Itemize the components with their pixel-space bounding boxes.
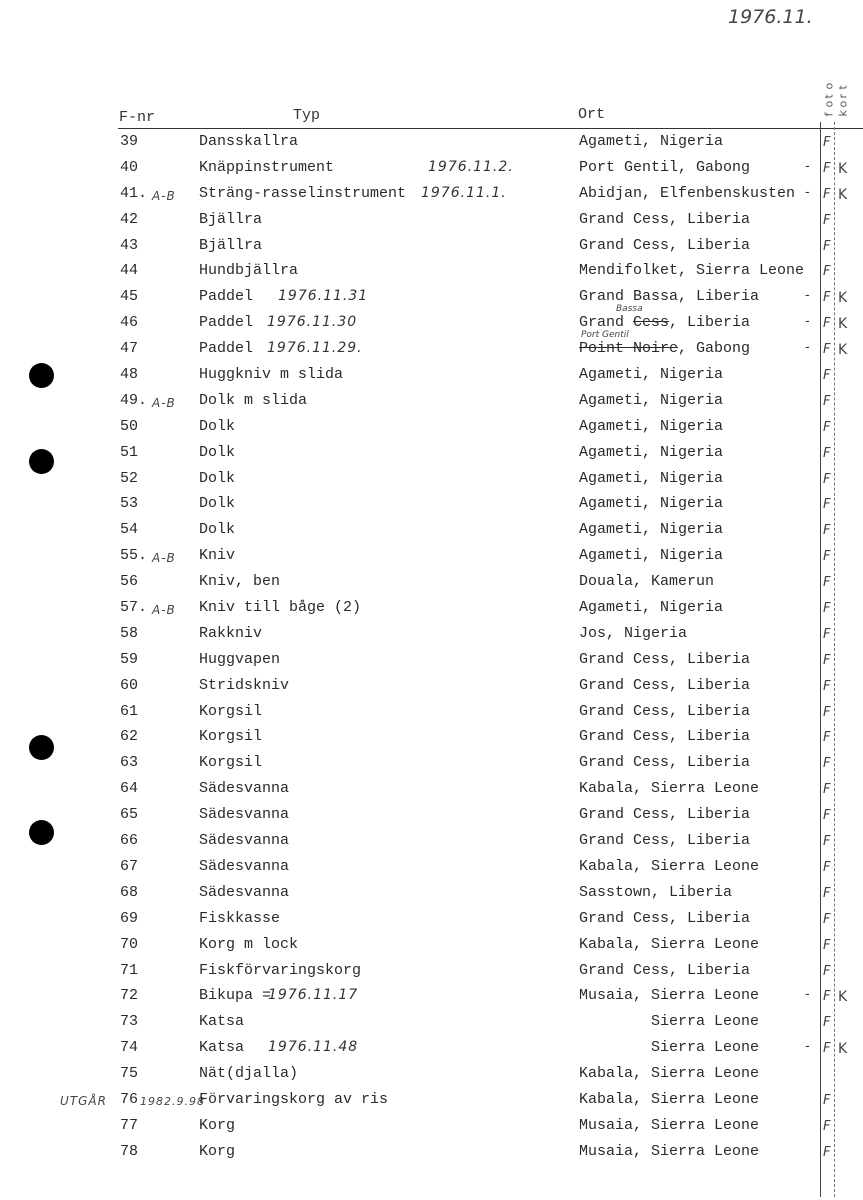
row-typ: Förvaringskorg av ris — [199, 1090, 389, 1108]
row-fnr: 77 — [120, 1116, 139, 1134]
row-check-dash: - — [805, 158, 810, 174]
row-fnr: 58 — [120, 624, 139, 642]
row-fnr: 52 — [120, 469, 139, 487]
row-fnr: 47 — [120, 340, 139, 358]
row-foto-mark: F — [823, 471, 831, 487]
row-foto-mark: F — [823, 885, 831, 901]
row-typ: Sträng-rasselinstrument — [199, 184, 407, 202]
row-ort: Abidjan, Elfenbenskusten — [579, 184, 796, 202]
row-ort: Agameti, Nigeria — [579, 391, 724, 409]
row-foto-mark: F — [823, 626, 831, 642]
row-foto-mark: F — [823, 393, 831, 409]
row-foto-mark: F — [823, 601, 831, 617]
row-fnr: 78 — [120, 1142, 139, 1160]
table-row — [0, 1011, 863, 1037]
table-row — [0, 209, 863, 235]
table-row — [0, 304, 863, 341]
row-fnr: 63 — [120, 754, 139, 772]
row-typ: Huggkniv m slida — [199, 366, 344, 384]
row-foto-mark: F — [823, 652, 831, 668]
row-prefix-annotation: UTGÅR — [60, 1093, 107, 1108]
row-typ: Dolk — [199, 443, 236, 461]
row-typ: Sädesvanna — [199, 857, 290, 875]
table-row — [0, 1115, 863, 1141]
row-fnr: 76 — [120, 1090, 139, 1108]
row-foto-mark: F — [823, 575, 831, 591]
row-fnr-suffix: A-B — [152, 551, 176, 566]
row-typ: Huggvapen — [199, 650, 281, 668]
row-fnr: 44 — [120, 262, 139, 280]
table-row — [0, 442, 863, 468]
row-fnr-suffix: A-B — [152, 603, 176, 618]
table-row — [0, 545, 863, 571]
row-foto-mark: F — [823, 859, 831, 875]
table-row — [0, 908, 863, 934]
vertical-header-letter: o — [822, 100, 836, 108]
table-row — [0, 131, 863, 157]
table-row — [0, 260, 863, 286]
table-row — [0, 571, 863, 597]
row-foto-mark: F — [823, 808, 831, 824]
row-ort: Jos, Nigeria — [579, 624, 688, 642]
row-kort-mark: K — [838, 989, 848, 1006]
row-foto-mark: F — [823, 212, 831, 228]
row-typ: Sädesvanna — [199, 883, 290, 901]
row-ort: Agameti, Nigeria — [579, 443, 724, 461]
table-row — [0, 1037, 863, 1063]
row-fnr: 56 — [120, 573, 139, 591]
row-fnr-suffix: A-B — [152, 188, 176, 203]
page-date-annotation: 1976.11. — [728, 6, 813, 28]
struck-text: Point Noire — [579, 340, 679, 358]
row-fnr: 49. — [120, 391, 148, 409]
table-row — [0, 519, 863, 545]
row-foto-mark: F — [823, 264, 831, 280]
table-row — [0, 778, 863, 804]
row-foto-mark: F — [823, 1144, 831, 1160]
row-fnr: 69 — [120, 909, 139, 927]
table-row — [0, 934, 863, 960]
row-typ: Bikupa = — [199, 987, 272, 1005]
row-fnr: 64 — [120, 780, 139, 798]
row-kort-mark: K — [838, 290, 848, 307]
table-row — [0, 985, 863, 1011]
row-foto-mark: F — [823, 782, 831, 798]
row-foto-mark: F — [823, 497, 831, 513]
row-ort: Sierra Leone — [579, 1013, 760, 1031]
row-ort: Agameti, Nigeria — [579, 366, 724, 384]
row-ort: Grand Cess, Liberia — [579, 909, 751, 927]
row-typ: Korgsil — [199, 702, 263, 720]
table-row — [0, 882, 863, 908]
row-ort: Agameti, Nigeria — [579, 133, 724, 150]
row-foto-mark: F — [823, 316, 831, 332]
row-fnr: 67 — [120, 857, 139, 875]
struck-text: Cess — [633, 314, 670, 332]
row-ort: Mendifolket, Sierra Leone — [579, 262, 805, 280]
row-ort: Kabala, Sierra Leone — [579, 1065, 760, 1083]
row-fnr: 62 — [120, 728, 139, 746]
table-row — [0, 157, 863, 183]
table-row — [0, 675, 863, 701]
row-ort: Grand Cess, Liberia — [579, 702, 751, 720]
row-typ: Korgsil — [199, 754, 263, 772]
row-foto-mark: F — [823, 186, 831, 202]
row-typ: Korg m lock — [199, 935, 299, 953]
row-foto-mark: F — [823, 704, 831, 720]
row-check-dash: - — [805, 314, 810, 330]
handwritten-correction: Bassa — [616, 304, 643, 315]
row-typ: Kniv till båge (2) — [199, 599, 362, 617]
row-fnr: 66 — [120, 832, 139, 850]
table-row — [0, 364, 863, 390]
table-row — [0, 493, 863, 519]
table-row — [0, 416, 863, 442]
row-foto-mark: F — [823, 937, 831, 953]
row-foto-mark: F — [823, 368, 831, 384]
row-typ: Stridskniv — [199, 676, 290, 694]
table-row — [0, 752, 863, 778]
row-ort: Agameti, Nigeria — [579, 495, 724, 513]
row-fnr: 53 — [120, 495, 139, 513]
table-row — [0, 623, 863, 649]
table-row — [0, 597, 863, 623]
row-ort: Agameti, Nigeria — [579, 417, 724, 435]
row-typ: Korg — [199, 1116, 236, 1134]
row-fnr: 51 — [120, 443, 139, 461]
row-fnr: 40 — [120, 158, 139, 176]
table-row — [0, 960, 863, 986]
row-ort: Musaia, Sierra Leone — [579, 987, 760, 1005]
row-foto-mark: F — [823, 1118, 831, 1134]
row-ort: Agameti, Nigeria — [579, 521, 724, 539]
table-row — [0, 468, 863, 494]
row-kort-mark: K — [838, 160, 848, 177]
row-typ: Sädesvanna — [199, 832, 290, 850]
row-check-dash: - — [805, 340, 810, 356]
row-typ: Dolk — [199, 469, 236, 487]
row-ort: Grand Cess, Liberia — [579, 832, 751, 850]
row-date-annotation: 1976.11.48 — [268, 1039, 359, 1056]
row-date-annotation: 1976.11.30 — [267, 314, 358, 331]
table-row — [0, 183, 863, 209]
row-fnr: 60 — [120, 676, 139, 694]
row-foto-mark: F — [823, 135, 831, 150]
table-row — [0, 390, 863, 416]
row-foto-mark: F — [823, 342, 831, 358]
row-ort: Grand Cess, Liberia — [579, 236, 751, 254]
table-row — [0, 235, 863, 261]
row-fnr: 39 — [120, 133, 139, 150]
header-ort: Ort — [578, 106, 606, 123]
row-fnr: 41. — [120, 184, 148, 202]
row-typ: Nät(djalla) — [199, 1065, 299, 1083]
row-typ: Knäppinstrument — [199, 158, 335, 176]
row-ort: Grand Cess, Liberia — [579, 210, 751, 228]
row-typ: Kniv — [199, 547, 236, 565]
row-typ: Hundbjällra — [199, 262, 299, 280]
row-foto-mark: F — [823, 238, 831, 254]
row-date-annotation: 1976.11.1. — [421, 184, 507, 201]
row-date-annotation: 1976.11.29. — [267, 340, 363, 357]
catalog-table — [0, 131, 863, 1167]
row-date-annotation: 1976.11.2. — [428, 158, 514, 175]
row-fnr: 72 — [120, 987, 139, 1005]
row-fnr: 57. — [120, 599, 148, 617]
row-check-dash: - — [805, 987, 810, 1003]
row-foto-mark: F — [823, 523, 831, 539]
row-ort: Musaia, Sierra Leone — [579, 1142, 760, 1160]
row-fnr: 70 — [120, 935, 139, 953]
vertical-header-letter: k — [836, 110, 850, 117]
vertical-header-letter: t — [836, 85, 850, 90]
row-fnr: 74 — [120, 1039, 139, 1057]
row-typ: Katsa — [199, 1039, 245, 1057]
table-header — [0, 106, 863, 130]
table-row — [0, 830, 863, 856]
row-typ: Fiskförvaringskorg — [199, 961, 362, 979]
row-typ: Korgsil — [199, 728, 263, 746]
row-kort-mark: K — [838, 316, 848, 333]
table-row — [0, 1063, 863, 1089]
row-ort: Sasstown, Liberia — [579, 883, 733, 901]
row-fnr: 50 — [120, 417, 139, 435]
table-row — [0, 701, 863, 727]
table-row — [0, 1089, 863, 1115]
row-check-dash: - — [805, 184, 810, 200]
vertical-header-letter: o — [836, 100, 850, 108]
row-typ: Katsa — [199, 1013, 245, 1031]
table-row — [0, 1141, 863, 1167]
row-foto-mark: F — [823, 1092, 831, 1108]
row-fnr: 61 — [120, 702, 139, 720]
row-date-annotation: 1976.11.31 — [278, 288, 369, 305]
row-ort: Grand Cess, Liberia — [579, 314, 751, 332]
row-typ: Bjällra — [199, 236, 263, 254]
row-fnr: 43 — [120, 236, 139, 254]
handwritten-correction: Port Gentil — [581, 330, 629, 341]
header-typ: Typ — [293, 107, 321, 124]
row-fnr: 68 — [120, 883, 139, 901]
table-row — [0, 286, 863, 315]
header-fnr: F-nr — [119, 109, 156, 126]
row-fnr: 46 — [120, 314, 139, 332]
row-foto-mark: F — [823, 1015, 831, 1031]
table-row — [0, 330, 863, 364]
row-typ: Kniv, ben — [199, 573, 281, 591]
header-kort-vertical — [836, 78, 850, 117]
row-ort: Kabala, Sierra Leone — [579, 935, 760, 953]
row-ort: Agameti, Nigeria — [579, 599, 724, 617]
row-ort: Point Noire, Gabong — [579, 340, 751, 358]
row-fnr: 71 — [120, 961, 139, 979]
row-date-annotation: 1976.11.17 — [268, 987, 359, 1004]
table-row — [0, 804, 863, 830]
row-ort: Port Gentil, Gabong — [579, 158, 751, 176]
row-foto-mark: F — [823, 160, 831, 176]
row-fnr-suffix: A-B — [152, 395, 176, 410]
row-fnr: 75 — [120, 1065, 139, 1083]
vertical-header-letter: t — [822, 94, 836, 99]
row-check-dash: - — [805, 288, 810, 304]
row-ort: Grand Cess, Liberia — [579, 754, 751, 772]
row-kort-mark: K — [838, 186, 848, 203]
row-foto-mark: F — [823, 834, 831, 850]
vertical-header-letter: o — [822, 82, 836, 90]
row-foto-mark: F — [823, 730, 831, 746]
row-ort: Kabala, Sierra Leone — [579, 780, 760, 798]
row-typ: Bjällra — [199, 210, 263, 228]
row-ort: Grand Cess, Liberia — [579, 961, 751, 979]
row-typ: Fiskkasse — [199, 909, 281, 927]
row-ort: Grand Cess, Liberia — [579, 676, 751, 694]
vertical-header-letter: r — [836, 93, 850, 99]
row-typ: Dolk m slida — [199, 391, 308, 409]
row-ort: Kabala, Sierra Leone — [579, 857, 760, 875]
row-typ: Dolk — [199, 417, 236, 435]
table-row — [0, 856, 863, 882]
row-foto-mark: F — [823, 963, 831, 979]
row-typ: Paddel — [199, 340, 254, 358]
row-fnr: 54 — [120, 521, 139, 539]
vertical-header-letter: f — [822, 112, 836, 117]
row-fnr: 55. — [120, 547, 148, 565]
row-foto-mark: F — [823, 989, 831, 1005]
row-typ: Korg — [199, 1142, 236, 1160]
row-fnr: 65 — [120, 806, 139, 824]
row-ort: Musaia, Sierra Leone — [579, 1116, 760, 1134]
row-foto-mark: F — [823, 445, 831, 461]
row-typ: Sädesvanna — [199, 780, 290, 798]
row-foto-mark: F — [823, 290, 831, 306]
row-typ: Sädesvanna — [199, 806, 290, 824]
row-kort-mark: K — [838, 342, 848, 359]
row-foto-mark: F — [823, 678, 831, 694]
row-foto-mark: F — [823, 1041, 831, 1057]
row-fnr: 73 — [120, 1013, 139, 1031]
table-row — [0, 726, 863, 752]
row-typ: Dolk — [199, 495, 236, 513]
row-ort: Grand Cess, Liberia — [579, 806, 751, 824]
row-foto-mark: F — [823, 549, 831, 565]
row-typ: Dansskallra — [199, 133, 299, 150]
row-ort: Grand Bassa, Liberia — [579, 288, 760, 306]
row-typ: Paddel — [199, 314, 254, 332]
row-fnr: 45 — [120, 288, 139, 306]
row-fnr: 59 — [120, 650, 139, 668]
row-foto-mark: F — [823, 756, 831, 772]
row-ort: Grand Cess, Liberia — [579, 650, 751, 668]
row-typ: Paddel — [199, 288, 254, 306]
header-rule — [118, 128, 863, 129]
header-foto-vertical — [822, 78, 836, 117]
row-fnr: 42 — [120, 210, 139, 228]
row-fnr: 48 — [120, 366, 139, 384]
row-ort: Sierra Leone — [579, 1039, 760, 1057]
row-ort: Douala, Kamerun — [579, 573, 715, 591]
row-check-dash: - — [805, 1039, 810, 1055]
row-fnr-suffix: 1982.9.98 — [140, 1094, 205, 1108]
row-foto-mark: F — [823, 911, 831, 927]
row-ort: Agameti, Nigeria — [579, 469, 724, 487]
row-ort: Agameti, Nigeria — [579, 547, 724, 565]
row-typ: Rakkniv — [199, 624, 263, 642]
row-ort: Grand Cess, Liberia — [579, 728, 751, 746]
row-kort-mark: K — [838, 1041, 848, 1058]
row-typ: Dolk — [199, 521, 236, 539]
row-ort: Kabala, Sierra Leone — [579, 1090, 760, 1108]
table-row — [0, 649, 863, 675]
row-foto-mark: F — [823, 419, 831, 435]
